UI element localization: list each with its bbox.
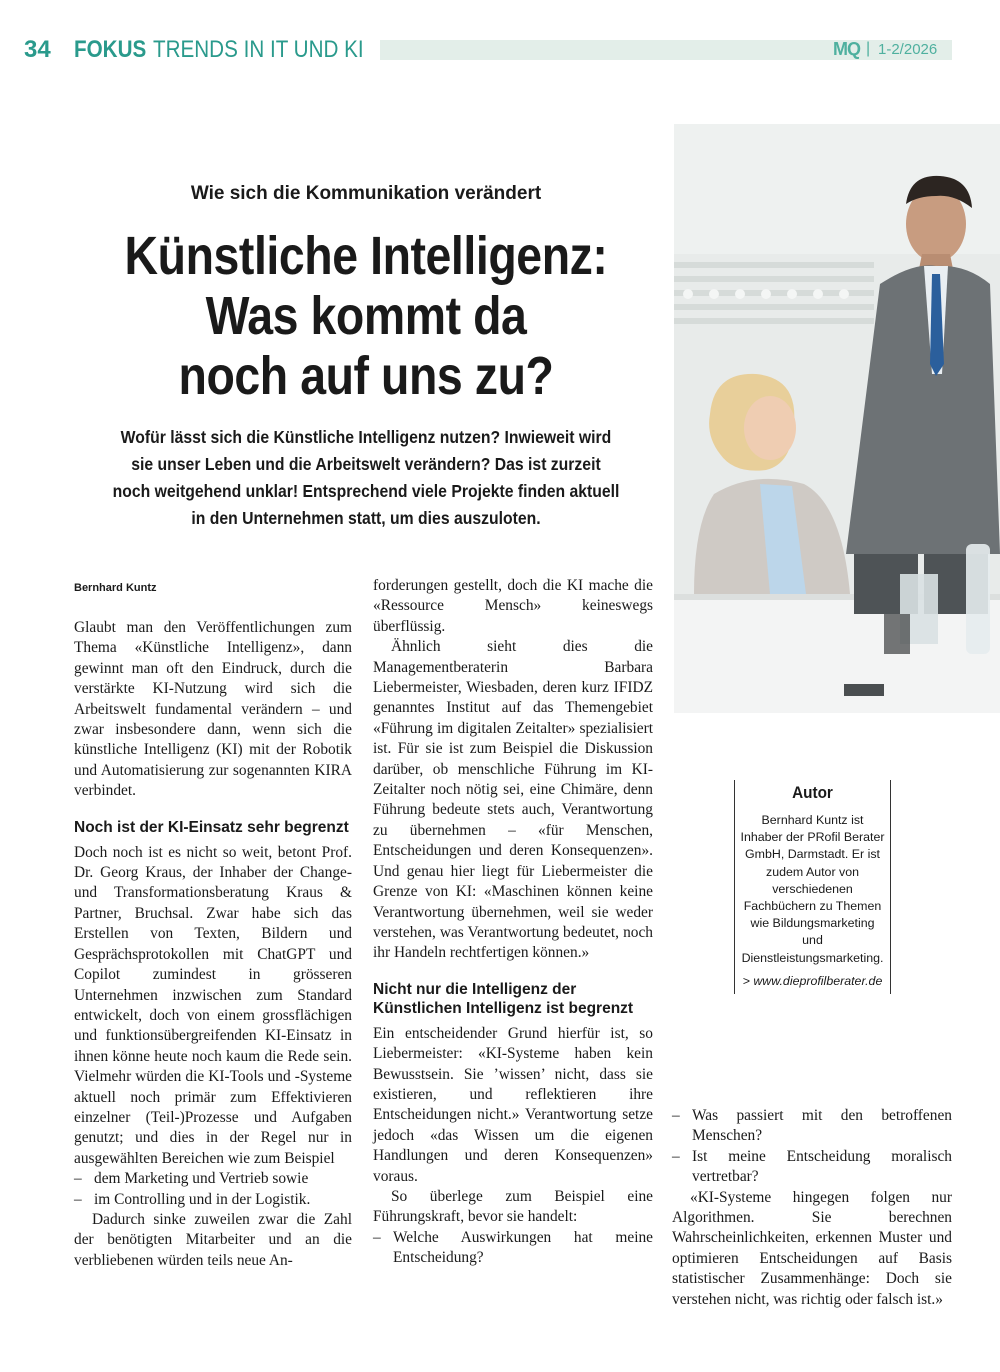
office-photo [674, 124, 1000, 713]
lead-line: in den Unternehmen statt, um dies auszuloten. [191, 508, 541, 528]
author-heading: Autor [792, 783, 833, 802]
column-2 [373, 576, 653, 1269]
paragraph: «KI-Systeme hingegen folgen nur Algorithmen. Sie berechnen Wahrscheinlichkeiten, erkennen Muster und optimieren Entscheidungen auf Basis statistischer Zusammenhänge: Doch sie verstehen nicht, was richtig oder falsch ist.» [672, 1188, 952, 1308]
paragraph: Dadurch sinke zuweilen zwar die Zahl der benötigten Mitarbeiter und an die verbliebenen würden teils neue An- [74, 1210, 352, 1269]
lead-line: noch weitgehend unklar! Entsprechend viele Projekte finden aktuell [112, 481, 620, 501]
column-1 [74, 618, 352, 1271]
title-line: noch auf uns zu? [178, 346, 554, 406]
paragraph: Doch noch ist es nicht so weit, betont Prof. Dr. Georg Kraus, der Inhaber der Change- und Transformationsberatung Kraus & Partner, Bruchsal. Zwar habe sich das Erstellen von Texten, Bildern und Gesprächsprotokollen mit ChatGPT und Copilot zumindest in grösseren Unternehmen inzwischen zum Standard entwickelt, doch von einem grossflächigen und funktionsübergreifenden KI-Einsatz in ihnen könne heute noch kaum die Rede sein. Vielmehr würden die KI-Tools und -Systeme aktuell noch primär zum Effektivieren einzelner (Teil-)Prozesse und Aufgaben genutzt; und dies in der Regel nur in ausgewählten Bereichen wie zum Beispiel [74, 843, 352, 1167]
article-title [0, 226, 732, 406]
list-item: – im Controlling und in der Logistik. [74, 1190, 352, 1210]
title-line: Was kommt da [205, 286, 527, 346]
subheading: Noch ist der KI-Einsatz sehr begrenzt [74, 818, 349, 836]
byline: Bernhard Kuntz [74, 582, 157, 594]
page-number: 34 [24, 36, 51, 63]
paragraph: forderungen gestellt, doch die KI mache die «Ressource Mensch» keineswegs überflüssig. [373, 577, 653, 635]
list-item: – dem Marketing und Vertrieb sowie [74, 1169, 352, 1189]
paragraph: Ähnlich sieht dies die Managementberaterin Barbara Liebermeister, Wiesbaden, deren kurz IFIDZ genanntes Institut auf das Themengebiet «Führung im digitalen Zeitalter» spezialisiert ist. Für sie ist zum Beispiel die Diskussion darüber, ob menschliche Führung im KI-Zeitalter noch nötig sei, eine Chimäre, denn Führung bedeute stets auch, Verantwortung zu übernehmen – «für Menschen, Entscheidungen und deren Konsequenzen». Und genau hier liegt für Liebermeister die Grenze von KI: «Maschinen können keine Verantwortung übernehmen, weil sie weder verstehen, was Verantwortung bedeutet, noch ihr Handeln rechtfertigen können.» [373, 638, 653, 962]
lead-paragraph [60, 424, 672, 532]
author-box [734, 780, 891, 994]
kicker: Wie sich die Kommunikation verändert [190, 183, 542, 204]
paragraph: So überlege zum Beispiel eine Führungskraft, bevor sie handelt: [373, 1187, 653, 1226]
paragraph: Ein entscheidender Grund hierfür ist, so Liebermeister: «KI-Systeme haben kein Bewusstsein. Sie ’wissen’ nicht, dass sie existieren, und reflektieren ihre Entscheidungen nicht.» Verantwortung setze jedoch «das Wissen um die eigenen Handlungen und deren Konsequenzen» voraus. [373, 1024, 653, 1185]
paragraph: Glaubt man den Veröffentlichungen zum Thema «Künstliche Intelligenz», dann gewinnt man oft den Eindruck, durch die verstärkte KI-Nutzung wird sich die Arbeitswelt fundamental verändern – und zwar insbesondere dann, wenn sich die künstliche Intelligenz (KI) mit der Robotik und Automatisierung zur sogenannten KIRA verbindet. [74, 619, 352, 800]
issue-label: 1-2/2026 [878, 41, 938, 58]
section-label: FOKUS [74, 36, 147, 63]
header-separator: | [866, 40, 871, 57]
topic-label: TRENDS IN IT UND KI [153, 36, 364, 63]
lead-line: Wofür lässt sich die Künstliche Intelligenz nutzen? Inwieweit wird [120, 427, 612, 447]
magazine-logo: MQ [833, 39, 860, 59]
list-item: – Ist meine Entscheidung moralisch vertretbar? [672, 1147, 952, 1188]
author-bio: Bernhard Kuntz ist Inhaber der PRofil Berater GmbH, Darmstadt. Er ist zudem Autor von verschiedenen Fachbüchern zu Themen wie Bildungsmarketing und Dienstleistungsmarketing. [740, 813, 885, 965]
author-website-link[interactable]: > www.dieprofilberater.de [742, 973, 883, 988]
list-item: – Welche Auswirkungen hat meine Entscheidung? [373, 1228, 653, 1269]
lead-line: sie unser Leben und die Arbeitswelt verändern? Das ist zurzeit [131, 454, 601, 474]
subheading: Nicht nur die Intelligenz der Künstlichen Intelligenz ist begrenzt [373, 980, 634, 1017]
list-item: – Was passiert mit den betroffenen Menschen? [672, 1106, 952, 1147]
column-3 [672, 1106, 952, 1310]
office-scene-illustration [674, 124, 1000, 713]
title-line: Künstliche Intelligenz: [124, 226, 608, 286]
